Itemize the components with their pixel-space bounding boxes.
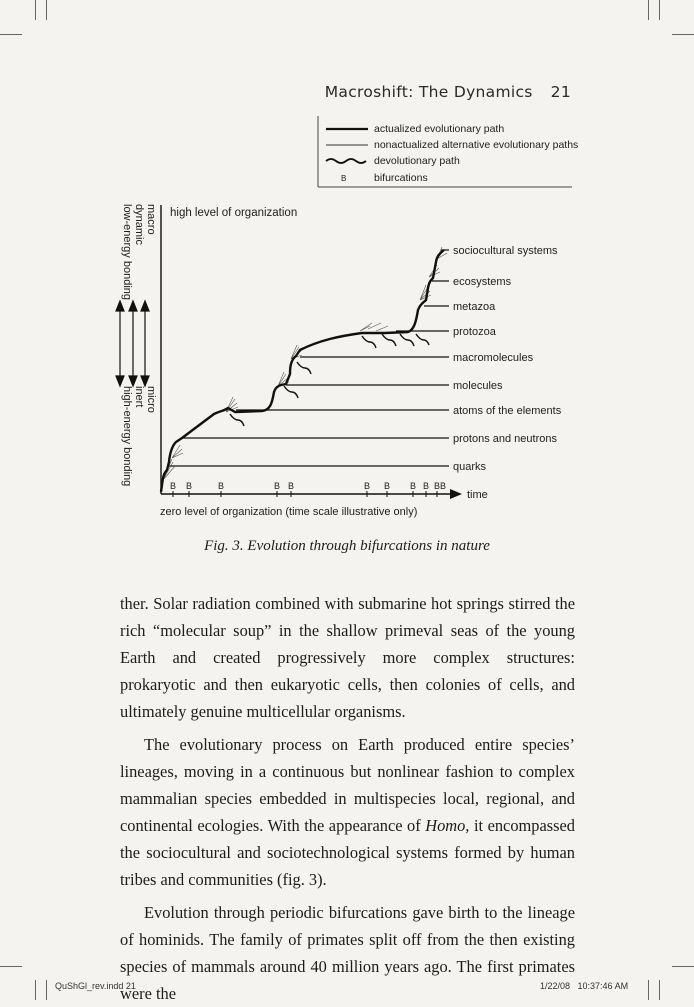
legend-swatch-devolutionary xyxy=(326,159,366,163)
crop-mark xyxy=(659,980,660,1000)
label-macro: macro xyxy=(145,204,157,235)
bifurcation-mark: B xyxy=(274,481,281,491)
italic-term: Homo, xyxy=(425,816,470,835)
paragraph: ther. Solar radiation combined with submarine hot springs stirred the rich “molecular soup” in the shallow primeval seas of the young Earth and created progressively more complex structures: prokaryotic and then eukaryotic cells, then colonies of cells, and ultimately genuine multicellular organisms. xyxy=(120,594,575,721)
crop-mark xyxy=(0,966,22,967)
legend-nonactualized-label: nonactualized alternative evolutionary paths xyxy=(374,139,579,151)
level-label: protozoa xyxy=(453,326,496,338)
time-arrow xyxy=(450,489,462,499)
level-label: ecosystems xyxy=(453,276,512,288)
time-label: time xyxy=(467,489,488,501)
bifurcation-mark: B xyxy=(410,481,417,491)
axis-left-labels xyxy=(121,204,157,486)
bifurcation-mark: B xyxy=(384,481,391,491)
level-label: macromolecules xyxy=(453,352,534,364)
bifurcation-mark: B xyxy=(170,481,177,491)
label-inert: inert xyxy=(133,386,145,408)
footer-file: QuShGl_rev.indd 21 xyxy=(55,981,136,991)
actualized-path xyxy=(161,250,447,492)
label-high-energy-bonding: high-energy bonding xyxy=(121,386,133,487)
level-label: quarks xyxy=(453,461,487,473)
bifurcation-mark: B xyxy=(423,481,430,491)
figure-caption: Fig. 3. Evolution through bifurcations in nature xyxy=(204,538,490,554)
crop-mark xyxy=(46,980,47,1000)
label-dynamic: dynamic xyxy=(133,204,145,245)
crop-mark xyxy=(35,980,36,1000)
bifurcation-mark: B xyxy=(288,481,295,491)
bifurcation-mark: B xyxy=(186,481,193,491)
nonactualized-fans xyxy=(163,247,447,480)
legend-devolutionary-label: devolutionary path xyxy=(374,155,460,167)
level-label: metazoa xyxy=(453,301,496,313)
legend-bifurcation-symbol: B xyxy=(341,174,347,183)
level-label: atoms of the elements xyxy=(453,405,562,417)
level-label: sociocultural systems xyxy=(453,245,558,257)
label-micro: micro xyxy=(145,386,157,413)
legend-actualized-label: actualized evolutionary path xyxy=(374,123,505,135)
label-low-energy-bonding: low-energy bonding xyxy=(121,204,133,301)
footer-date: 1/22/08 10:37:46 AM xyxy=(540,981,629,991)
paragraph: Evolution through periodic bifurcations gave birth to the lineage of hominids. The family of primates split off from the then existing species of mammals around 40 million years ago. The first primates were the xyxy=(120,903,575,1003)
legend-bifurcations-label: bifurcations xyxy=(374,172,428,184)
level-label: molecules xyxy=(453,380,503,392)
header-title: Macroshift: The Dynamics xyxy=(324,83,533,101)
bottom-level-label: zero level of organization (time scale illustrative only) xyxy=(160,506,418,518)
top-level-label: high level of organization xyxy=(170,207,298,219)
level-label: protons and neutrons xyxy=(453,433,557,445)
page-number: 21 xyxy=(550,83,571,101)
crop-mark xyxy=(672,966,694,967)
body-text xyxy=(120,590,575,1007)
left-arrows xyxy=(116,301,149,386)
bifurcation-mark: BB xyxy=(434,481,447,491)
bifurcation-mark: B xyxy=(364,481,371,491)
legend xyxy=(318,116,578,187)
crop-mark xyxy=(648,980,649,1000)
bifurcation-mark: B xyxy=(218,481,225,491)
paragraph: The evolutionary process on Earth produced entire species’ lineages, moving in a continuous but nonlinear fashion to complex mammalian species embedded in multispecies local, regional, and continental ecologies. With the appearance of Homo, it encompassed the sociocultural and sociotechnological systems formed by human tribes and communities (fig. 3). xyxy=(120,735,575,889)
level-lines xyxy=(168,245,562,473)
